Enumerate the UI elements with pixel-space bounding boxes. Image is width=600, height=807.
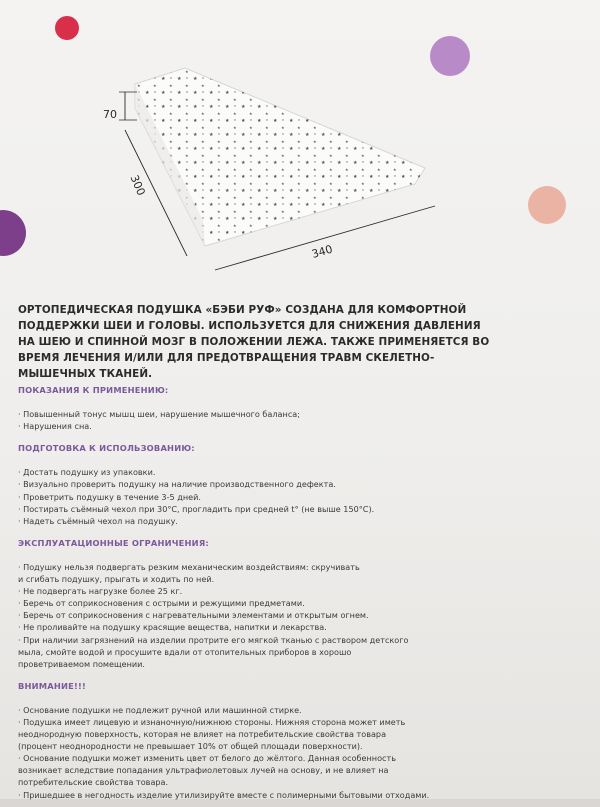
- list-item: · Визуально проверить подушку на наличие производственного дефекта.: [18, 479, 336, 490]
- list-item: · Основание подушки не подлежит ручной или машинной стирке.: [18, 704, 302, 715]
- section-title-attention: ВНИМАНИЕ!!!: [18, 680, 86, 691]
- decorative-purple-dot: [0, 210, 26, 256]
- decorative-red-dot: [55, 16, 79, 40]
- list-item: неоднородную поверхность, которая не влияет на потребительские свойства товара: [18, 729, 387, 740]
- list-item: · Не подвергать нагрузке более 25 кг.: [18, 586, 183, 597]
- section-title-restrictions: ЭКСПЛУАТАЦИОННЫЕ ОГРАНИЧЕНИЯ:: [18, 537, 209, 548]
- list-item: мыла, смойте водой и просушите вдали от отопительных приборов в хорошо: [18, 646, 352, 657]
- instruction-body: [18, 384, 488, 807]
- list-item: · Повышенный тонус мышц шеи, нарушение мышечного баланса;: [18, 409, 300, 420]
- section-title-preparation: ПОДГОТОВКА К ИСПОЛЬЗОВАНИЮ:: [18, 443, 195, 454]
- product-description-headline: ОРТОПЕДИЧЕСКАЯ ПОДУШКА «БЭБИ РУФ» СОЗДАНА ДЛЯ КОМФОРТНОЙ ПОДДЕРЖКИ ШЕИ И ГОЛОВЫ. ИСПОЛЬЗУЕТСЯ ДЛЯ СНИЖЕНИЯ ДАВЛЕНИЯ НА ШЕЮ И СПИННОЙ МОЗГ В ПОЛОЖЕНИИ ЛЕЖА. ТАКЖЕ ПРИМЕНЯЕТСЯ ВО ВРЕМЯ ЛЕЧЕНИЯ И/ИЛИ ДЛЯ ПРЕДОТВРАЩЕНИЯ ТРАВМ СКЕЛЕТНО-МЫШЕЧНЫХ ТКАНЕЙ.: [18, 304, 490, 380]
- list-item: · Достать подушку из упаковки.: [18, 467, 156, 478]
- list-item: · Подушка имеет лицевую и изнаночную/нижнюю стороны. Нижняя сторона может иметь: [18, 716, 406, 727]
- attention-list: [18, 704, 488, 801]
- list-item: возникает вследствие попадания ультрафиолетовых лучей на основу, и не влияет на: [18, 765, 389, 776]
- list-item: · Подушку нельзя подвергать резким механическим воздействиям: скручивать: [18, 561, 360, 572]
- list-item: · Пришедшее в негодность изделие утилизируйте вместе с полимерными бытовыми отходами.: [18, 789, 430, 800]
- pillow-wedge-illustration: [95, 60, 445, 290]
- list-item: · Надеть съёмный чехол на подушку.: [18, 515, 178, 526]
- list-item: · Не проливайте на подушку красящие вещества, напитки и лекарства.: [18, 622, 327, 633]
- list-item: (процент неоднородности не превышает 10% от общей площади поверхности).: [18, 741, 363, 752]
- dimension-width-label: 340: [310, 242, 335, 261]
- restrictions-list: [18, 561, 488, 670]
- list-item: проветриваемом помещении.: [18, 658, 146, 669]
- list-item: и сгибать подушку, прыгать и ходить по ней.: [18, 574, 215, 585]
- section-title-indications: ПОКАЗАНИЯ К ПРИМЕНЕНИЮ:: [18, 385, 169, 395]
- indications-list: [18, 408, 488, 432]
- decorative-peach-dot: [528, 186, 566, 224]
- list-item: · Постирать съёмный чехол при 30°С, прогладить при средней t° (не выше 150°С).: [18, 503, 375, 514]
- dimension-height-label: 70: [103, 108, 117, 121]
- preparation-list: [18, 466, 488, 526]
- list-item: · Беречь от соприкосновения с нагревательными элементами и открытым огнем.: [18, 610, 369, 621]
- list-item: · Беречь от соприкосновения с острыми и режущими предметами.: [18, 598, 305, 609]
- list-item: · Основание подушки может изменить цвет от белого до жёлтого. Данная особенность: [18, 753, 396, 764]
- pillow-wedge-icon: [135, 68, 425, 246]
- list-item: · Нарушения сна.: [18, 421, 92, 432]
- dimension-length-label: 300: [127, 173, 148, 198]
- list-item: · Проветрить подушку в течение 3-5 дней.: [18, 491, 201, 502]
- list-item: · При наличии загрязнений на изделии протрите его мягкой тканью с раствором детского: [18, 634, 409, 645]
- list-item: потребительские свойства товара.: [18, 777, 169, 788]
